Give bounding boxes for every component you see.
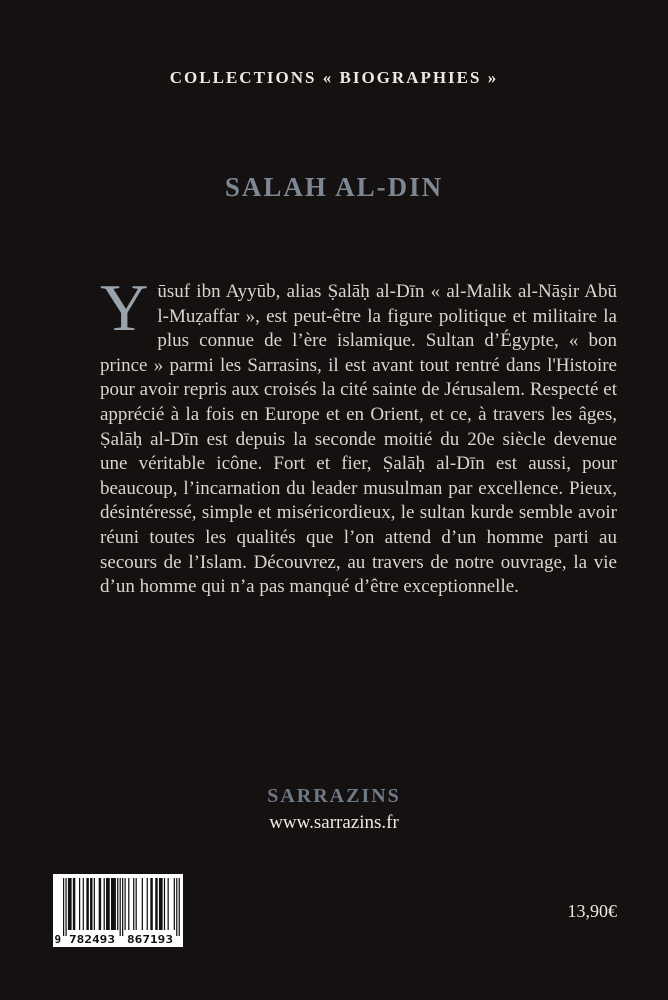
collection-header: COLLECTIONS « BIOGRAPHIES » [169,68,499,87]
svg-text:782493: 782493 [69,933,115,946]
barcode-bars [53,874,183,947]
book-title: SALAH AL-DIN [224,172,444,202]
synopsis-paragraph [100,271,617,600]
svg-text:867193: 867193 [127,933,173,946]
price-label: 13,90€ [567,901,617,921]
publisher-website: www.sarrazins.fr [269,812,399,833]
isbn-barcode [53,874,183,947]
synopsis-text: ūsuf ibn Ayyūb, alias Ṣalāḥ al-Dīn « al-Malik al-Nāṣir Abū l-Muẓaffar », est peut-être la figure politique et militaire la plus connue de l’ère islamique. Sultan d’Égypte, « bon prince » parmi les Sarrasins, il est avant tout rentré dans l'Histoire pour avoir repris aux croisés la cité sainte de Jérusalem. Respecté et apprécié à la fois en Europe et en Orient, et ce, à travers les âges, Ṣalāḥ al-Dīn est depuis la seconde moitié du 20e siècle devenue une véritable icône. Fort et fier, Ṣalāḥ al-Dīn est aussi, pour beaucoup, l’incarnation du leader musulman par excellence. Pieux, désintéressé, simple et miséricordieux, le sultan kurde semble avoir réuni toutes les qualités que l’on attend d’un homme parti au secours de l’Islam. Découvrez, au travers de notre ouvrage, la vie d’un homme qui n’a pas manqué d’être exceptionnelle. [100,281,617,598]
dropcap-letter: Y [100,271,149,345]
publisher-name: SARRAZINS [267,785,401,807]
svg-text:9: 9 [54,933,62,946]
